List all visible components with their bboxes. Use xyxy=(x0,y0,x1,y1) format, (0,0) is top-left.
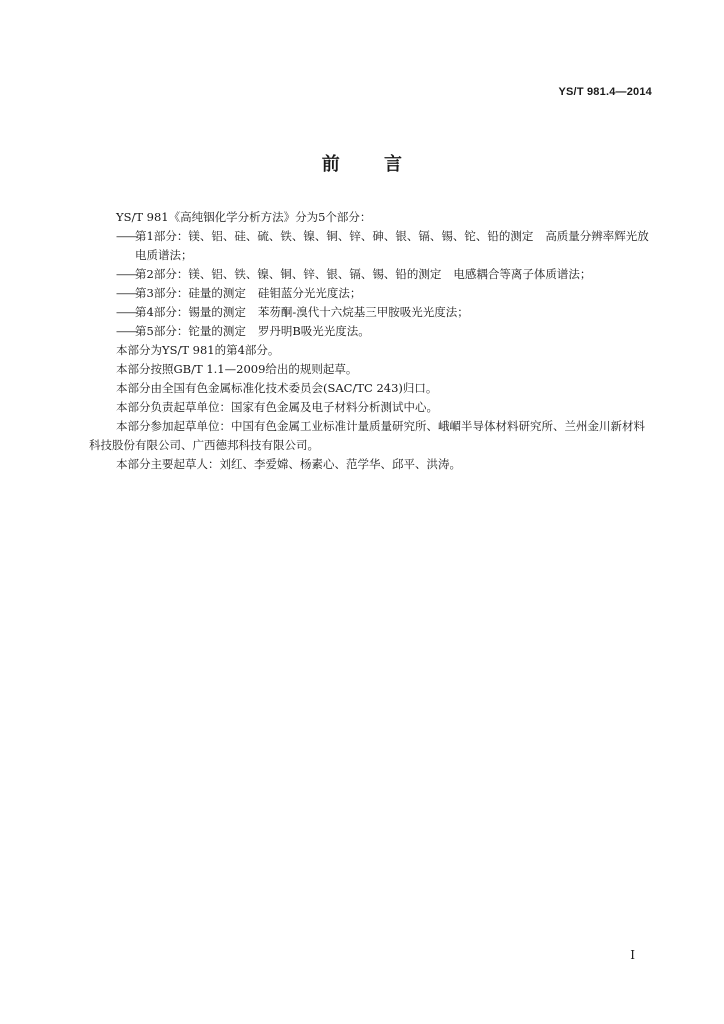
main-drafters-paragraph: 本部分主要起草人：刘红、李爱嫦、杨素心、范学华、邱平、洪涛。 xyxy=(116,457,461,471)
lead-drafting-unit-paragraph: 本部分负责起草单位：国家有色金属及电子材料分析测试中心。 xyxy=(116,400,438,414)
participating-units-paragraph: 本部分参加起草单位：中国有色金属工业标准计量质量研究所、峨嵋半导体材料研究所、兰州金川新材料科技股份有限公司、广西德邦科技有限公司。 xyxy=(89,419,645,452)
dash-marker: —— xyxy=(116,286,137,300)
title-char-2: 言 xyxy=(384,154,403,175)
title-char-1: 前 xyxy=(321,154,340,175)
dash-marker: —— xyxy=(116,305,137,319)
dash-marker: —— xyxy=(116,229,137,243)
part-method: 硅钼蓝分光光度法； xyxy=(257,286,362,300)
part-text: 第1部分：镁、铝、硅、硫、铁、镍、铜、锌、砷、银、镉、锡、铊、铅的测定 xyxy=(135,229,534,243)
part-text: 第3部分：硅量的测定 xyxy=(135,286,246,300)
responsible-committee-paragraph: 本部分由全国有色金属标准化技术委员会(SAC/TC 243)归口。 xyxy=(116,381,438,395)
part-item-4 xyxy=(89,303,655,322)
dash-marker: —— xyxy=(116,324,137,338)
part-item-3 xyxy=(89,284,655,303)
part-method: 苯芴酮-溴代十六烷基三甲胺吸光光度法； xyxy=(257,305,469,319)
part-item-1 xyxy=(89,227,655,265)
part-method: 高质量分辨率辉光放电质谱法； xyxy=(135,229,649,262)
part-method: 罗丹明B吸光光度法。 xyxy=(257,324,370,338)
page-number: I xyxy=(630,948,635,962)
part-text: 第4部分：锡量的测定 xyxy=(135,305,246,319)
part-method: 电感耦合等离子体质谱法； xyxy=(453,267,592,281)
part-item-2 xyxy=(89,265,655,284)
part-item-5 xyxy=(89,322,655,341)
foreword-body xyxy=(89,208,655,474)
part-statement-paragraph: 本部分为YS/T 981的第4部分。 xyxy=(116,343,280,357)
part-text: 第5部分：铊量的测定 xyxy=(135,324,246,338)
page-title xyxy=(0,150,724,176)
standard-code: YS/T 981.4—2014 xyxy=(558,86,652,98)
drafting-rules-paragraph: 本部分按照GB/T 1.1—2009给出的规则起草。 xyxy=(116,362,358,376)
dash-marker: —— xyxy=(116,267,137,281)
intro-paragraph: YS/T 981《高纯铟化学分析方法》分为5个部分： xyxy=(116,210,372,224)
part-text: 第2部分：镁、铝、铁、镍、铜、锌、银、镉、锡、铅的测定 xyxy=(135,267,442,281)
